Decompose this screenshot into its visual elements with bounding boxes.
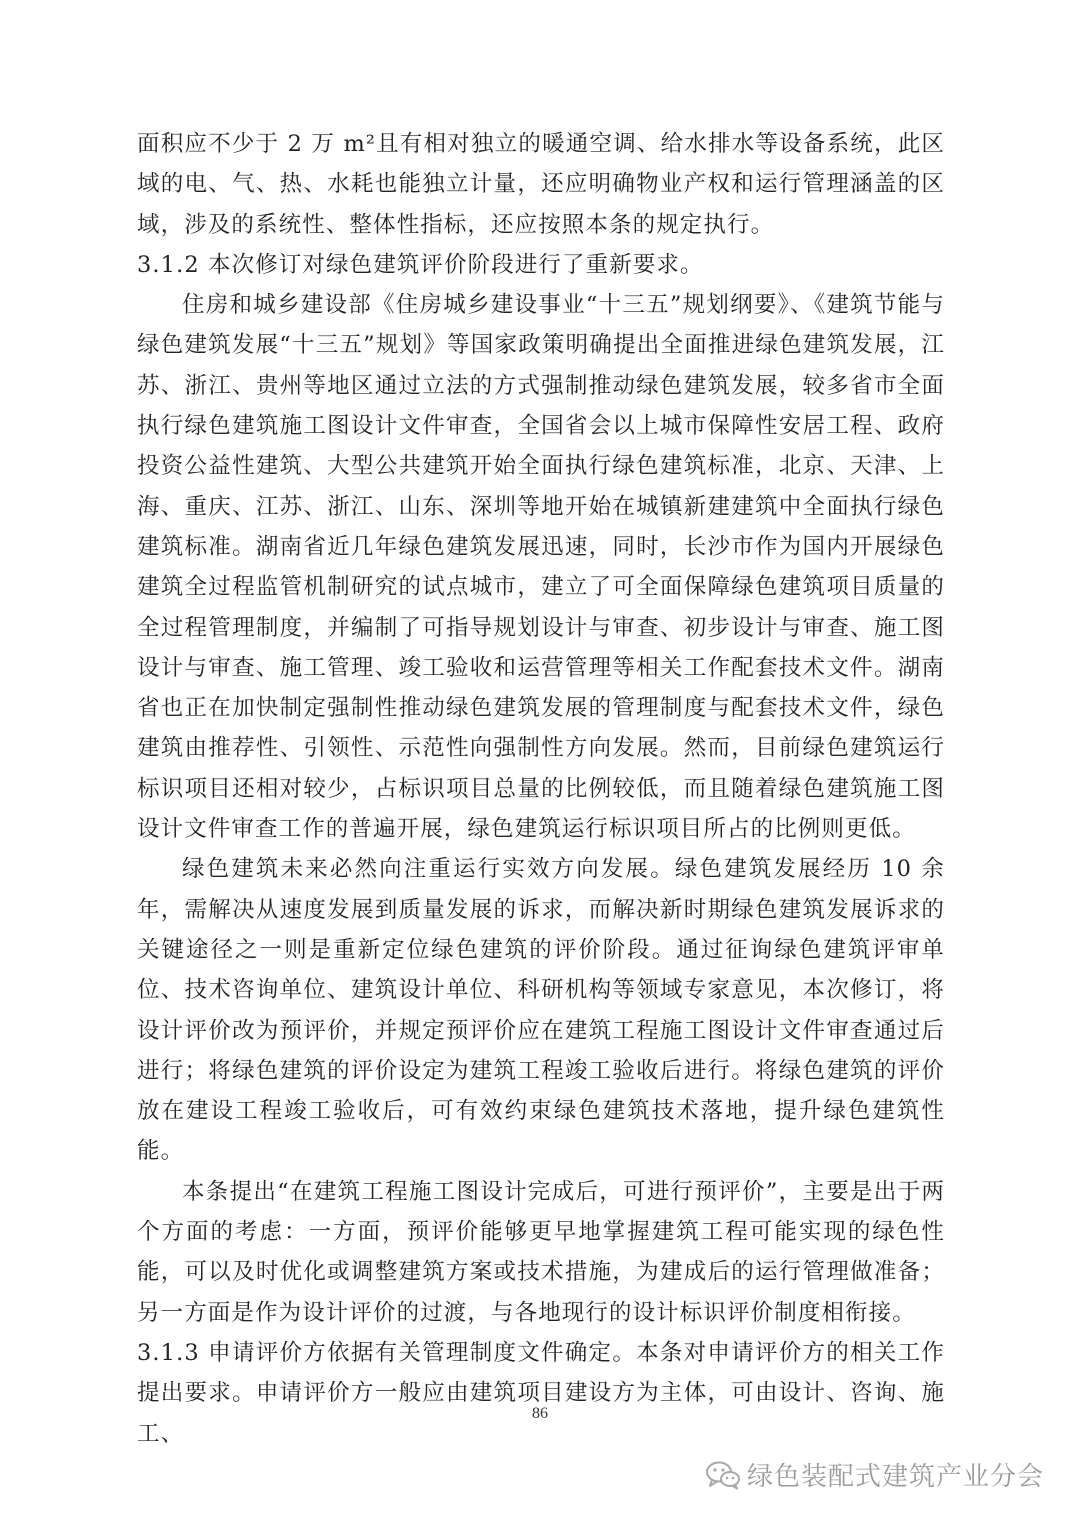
paragraph-area-requirement: 面积应不少于 2 万 m²且有相对独立的暖通空调、给水排水等设备系统，此区域的电、气、热、水耗也能独立计量，还应明确物业产权和运行管理涵盖的区域，涉及的系统性、整体性指标，还应按照本条的规定执行。 (137, 131, 945, 238)
paragraph-policy-background: 住房和城乡建设部《住房城乡建设事业“十三五”规划纲要》、《建筑节能与绿色建筑发展“十三五”规划》等国家政策明确提出全面推进绿色建筑发展，江苏、浙江、贵州等地区通过立法的方式强制推动绿色建筑发展，较多省市全面执行绿色建筑施工图设计文件审查，全国省会以上城市保障性安居工程、政府投资公益性建筑、大型公共建筑开始全面执行绿色建筑标准，北京、天津、上海、重庆、江苏、浙江、山东、深圳等地开始在城镇新建建筑中全面执行绿色建筑标准。湖南省近几年绿色建筑发展迅速，同时，长沙市作为国内开展绿色建筑全过程监管机制研究的试点城市，建立了可全面保障绿色建筑项目质量的全过程管理制度，并编制了可指导规划设计与审查、初步设计与审查、施工图设计与审查、施工管理、竣工验收和运营管理等相关工作配套技术文件。湖南省也正在加快制定强制性推动绿色建筑发展的管理制度与配套技术文件，绿色建筑由推荐性、引领性、示范性向强制性方向发展。然而，目前绿色建筑运行标识项目还相对较少，占标识项目总量的比例较低，而且随着绿色建筑施工图设计文件审查工作的普遍开展，绿色建筑运行标识项目所占的比例则更低。 (137, 292, 945, 843)
wechat-icon (705, 1460, 741, 1490)
paragraph-evaluation-stage: 绿色建筑未来必然向注重运行实效方向发展。绿色建筑发展经历 10 余年，需解决从速度发展到质量发展的诉求，而解决新时期绿色建筑发展诉求的关键途径之一则是重新定位绿色建筑的评价阶段。通过征询绿色建筑评审单位、技术咨询单位、建筑设计单位、科研机构等领域专家意见，本次修订，将设计评价改为预评价，并规定预评价应在建筑工程施工图设计文件审查通过后进行；将绿色建筑的评价设定为建筑工程竣工验收后进行。将绿色建筑的评价放在建设工程竣工验收后，可有效约束绿色建筑技术落地，提升绿色建筑性能。 (137, 856, 945, 1165)
section-3-1-3-paragraph: 3.1.3 申请评价方依据有关管理制度文件确定。本条对申请评价方的相关工作提出要求。申请评价方一般应由建筑项目建设方为主体，可由设计、咨询、施工、 (137, 1339, 945, 1447)
body-text (137, 124, 945, 1454)
watermark-text: 绿色装配式建筑产业分会 (746, 1462, 1044, 1492)
section-3-1-2-heading: 3.1.2 本次修订对绿色建筑评价阶段进行了重新要求。 (137, 251, 704, 278)
paragraph-pre-evaluation: 本条提出“在建筑工程施工图设计完成后，可进行预评价”，主要是出于两个方面的考虑：一方面，预评价能够更早地掌握建筑工程可能实现的绿色性能，可以及时优化或调整建筑方案或技术措施，为建成后的运行管理做准备；另一方面是作为设计评价的过渡，与各地现行的设计标识评价制度相衔接。 (137, 1178, 945, 1326)
page-number: 86 (532, 1405, 548, 1422)
watermark (705, 1456, 1044, 1493)
